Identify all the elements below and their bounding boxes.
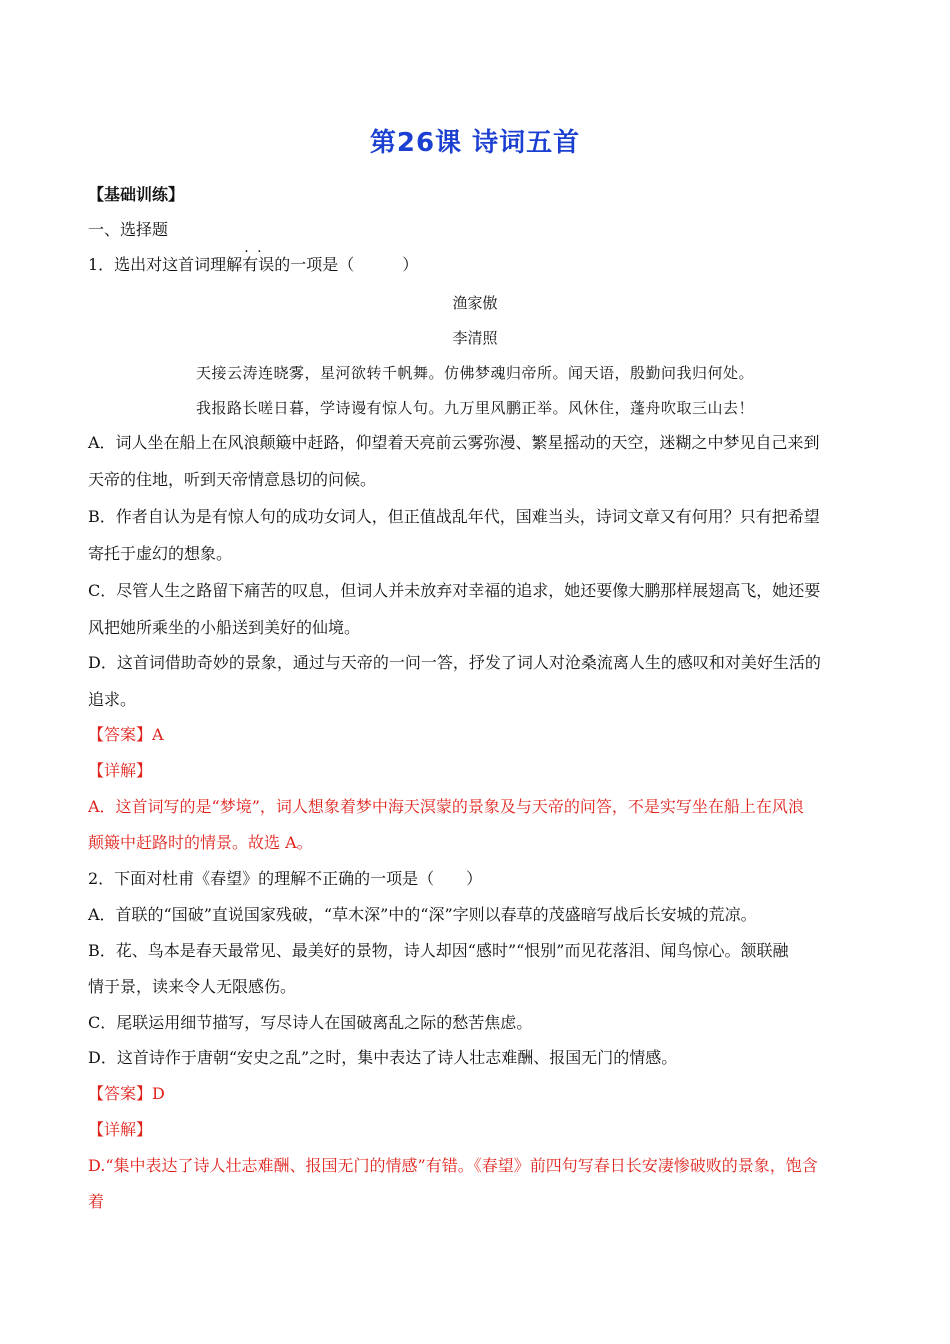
q1-explain-label: 【详解】: [88, 761, 153, 780]
q2-explain-line2: 着: [88, 1192, 105, 1211]
q2-option-d: D．这首诗作于唐朝“安史之乱”之时，集中表达了诗人壮志难酬、报国无门的情感。: [88, 1048, 678, 1067]
poem-line-1: 天接云涛连晓雾，星河欲转千帆舞。仿佛梦魂归帝所。闻天语，殷勤问我归何处。: [195, 364, 754, 382]
q1-stem: [88, 254, 868, 276]
q2-explain-line1: D.“集中表达了诗人壮志难酬、报国无门的情感”有错。《春望》前四句写春日长安凄惨破败的景象，饱含: [88, 1156, 818, 1175]
q1-stem-before: 1．选出对这首词理解: [88, 255, 243, 274]
q1-option-d-line2: 追求。: [88, 690, 137, 709]
section-type: 一、选择题: [88, 220, 169, 239]
q1-option-b-line1: B．作者自认为是有惊人句的成功女词人，但正值战乱年代，国难当头，诗词文章又有何用？只有把希望: [88, 507, 820, 526]
q2-option-a: A．首联的“国破”直说国家残破，“草木深”中的“深”字则以春草的茂盛暗写战后长安城的荒凉。: [88, 905, 757, 924]
q1-option-c-line1: C．尽管人生之路留下痛苦的叹息，但词人并未放弃对幸福的追求，她还要像大鹏那样展翅高飞，她还要: [88, 581, 821, 600]
poem-line-2: 我报路长嗟日暮，学诗谩有惊人句。九万里风鹏正举。风休住，蓬舟吹取三山去！: [195, 399, 754, 417]
q2-stem: 2．下面对杜甫《春望》的理解不正确的一项是（ ）: [88, 869, 483, 888]
q1-option-b-line2: 寄托于虚幻的想象。: [88, 544, 233, 563]
q1-option-a-line2: 天帝的住地，听到天帝情意恳切的问候。: [88, 470, 377, 489]
q1-explain-line1: A．这首词写的是“梦境”，词人想象着梦中海天溟蒙的景象及与天帝的问答，不是实写坐在船上在风浪: [88, 797, 804, 816]
q1-option-d-line1: D．这首词借助奇妙的景象，通过与天帝的一问一答，抒发了词人对沧桑流离人生的感叹和对美好生活的: [88, 653, 821, 672]
q1-answer: [88, 724, 868, 746]
q1-answer-value: A: [152, 725, 164, 744]
q1-option-a-line1: A．词人坐在船上在风浪颠簸中赶路，仰望着天亮前云雾弥漫、繁星摇动的天空，迷糊之中梦见自己来到: [88, 433, 820, 452]
q1-stem-after: 的一项是（ ）: [274, 255, 419, 274]
q2-option-b-line2: 情于景，读来令人无限感伤。: [88, 977, 297, 996]
q1-option-c-line2: 风把她所乘坐的小船送到美好的仙境。: [88, 618, 361, 637]
page-title: 第26课 诗词五首: [369, 128, 581, 158]
q1-answer-label: 【答案】: [88, 725, 153, 744]
q2-answer: [88, 1083, 868, 1105]
poem-author: 李清照: [452, 329, 498, 347]
q1-explain-line2: 颠簸中赶路时的情景。故选 A。: [88, 833, 313, 852]
q2-option-b-line1: B．花、鸟本是春天最常见、最美好的景物，诗人却因“感时”“恨别”而见花落泪、闻鸟惊心。颔联融: [88, 941, 789, 960]
q2-answer-value: D: [152, 1084, 165, 1103]
q2-explain-label: 【详解】: [88, 1120, 153, 1139]
q1-stem-emphasis: 有误 · ·: [242, 255, 274, 274]
poem-title: 渔家傲: [452, 294, 498, 312]
q2-option-c: C．尾联运用细节描写，写尽诗人在国破离乱之际的愁苦焦虑。: [88, 1013, 533, 1032]
section-header: 【基础训练】: [88, 185, 185, 204]
q2-answer-label: 【答案】: [88, 1084, 153, 1103]
